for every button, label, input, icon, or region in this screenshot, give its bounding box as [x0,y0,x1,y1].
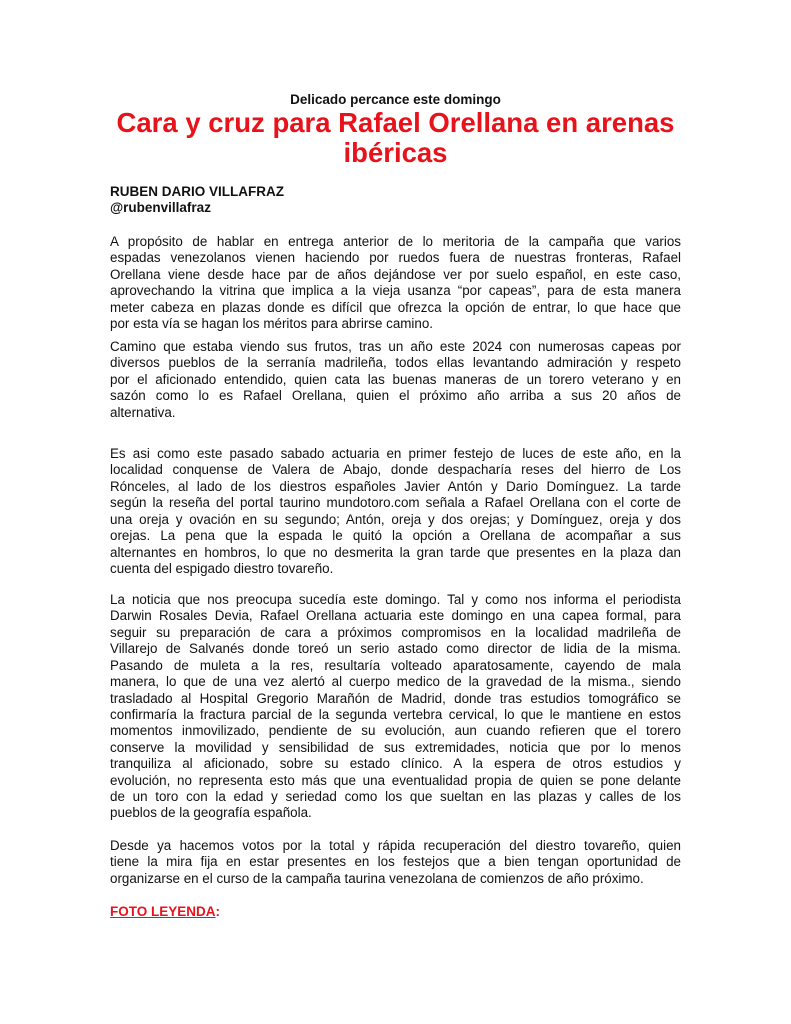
article-title [100,108,691,168]
photo-caption [110,904,681,920]
photo-caption-colon: : [215,904,221,919]
paragraph-line: Orellana viene desde hace par de años dejándose ver por suelo español, en este caso, [110,266,681,282]
paragraph-line: según la reseña del portal taurino mundotoro.com señala a Rafael Orellana con el corte de [110,495,681,511]
paragraph-line: espadas venezolanos vienen haciendo por ruedos fuera de nuestras fronteras, Rafael [110,250,681,266]
photo-caption-label: FOTO LEYENDA [110,904,216,919]
paragraph-line: meter cabeza en plazas donde es difícil que ofrezca la opción de entrar, lo que hace que [110,299,681,315]
paragraph-2 [110,339,681,421]
paragraph-line: momentos inmovilizado, pendiente de su evolución, aun cuando refieren que el torero [110,723,681,739]
paragraph-line: Pasando de muleta a la res, resultaría volteado aparatosamente, cayendo de mala [110,657,681,673]
paragraph-line: A propósito de hablar en entrega anterior de lo meritoria de la campaña que varios [110,234,681,249]
paragraph-line: aprovechando la vitrina que implica a la vieja usanza “por capeas”, para de esta manera [110,283,681,299]
paragraph-line: de un toro con la edad y seriedad como los que sueltan en las plazas y calles de los [110,789,681,805]
paragraph-line: orejas. La pena que la espada le quitó la opción a Orellana de acompañar a sus [110,528,681,544]
paragraph-line: diversos pueblos de la serranía madrileña, todos ellas levantando admiración y respeto [110,355,681,371]
paragraph-line: una oreja y ovación en su segundo; Antón, oreja y dos orejas; y Domínguez, oreja y dos [110,511,681,527]
paragraph-line: por el aficionado entendido, quien cata las buenas maneras de un torero veterano y en [110,371,681,387]
title-line: Cara y cruz para Rafael Orellana en arenas [116,107,675,138]
title-line: ibéricas [343,137,448,168]
paragraph-line: por esta vía se hagan los méritos para abrirse camino. [110,316,434,332]
paragraph-line: localidad conquense de Valera de Abajo, donde despacharía reses del hierro de Los [110,462,681,478]
paragraph-line: cuenta del espigado diestro tovareño. [110,560,334,576]
paragraph-1 [110,234,681,333]
paragraph-line: conserve la movilidad y sensibilidad de sus extremidades, noticia que por lo menos [110,739,681,755]
paragraph-4 [110,592,681,822]
paragraph-line: Rónceles, al lado de los diestros españoles Javier Antón y Dario Domínguez. La tarde [110,478,681,494]
author-handle: @rubenvillafraz [110,200,211,216]
paragraph-line: trasladado al Hospital Gregorio Marañón de Madrid, donde tras estudios tomográfico se [110,690,681,706]
paragraph-line: Villarejo de Salvanés donde toreó un serio astado como director de lidia de la misma. [110,641,681,657]
paragraph-line: evolución, no representa esto más que una eventualidad propia de quien se pone delante [110,772,681,788]
paragraph-line: Darwin Rosales Devia, Rafael Orellana actuaria este domingo en una capea formal, para [110,608,681,624]
paragraph-line: sazón como lo es Rafael Orellana, quien el próximo año arriba a sus 20 años de [110,388,681,404]
paragraph-line: alternativa. [110,404,176,420]
paragraph-line: tiene la mira fija en estar presentes en los festejos que a bien tengan oportunidad de [110,854,681,870]
paragraph-line: Desde ya hacemos votos por la total y rápida recuperación del diestro tovareño, quien [110,838,681,853]
paragraph-line: manera, lo que de una vez alertó al cuerpo medico de la gravedad de la misma., siendo [110,674,681,690]
paragraph-line: alternantes en hombros, lo que no desmerita la gran tarde que presentes en la plaza dan [110,544,681,560]
paragraph-line: pueblos de la geografía española. [110,805,312,821]
article-kicker: Delicado percance este domingo [290,92,501,107]
paragraph-line: organizarse en el curso de la campaña taurina venezolana de comienzos de año próximo. [110,870,644,886]
paragraph-line: Camino que estaba viendo sus frutos, tras un año este 2024 con numerosas capeas por [110,339,681,354]
paragraph-line: tranquiliza al aficionado, sobre su estado clínico. A la espera de otros estudios y [110,756,681,772]
paragraph-line: Es asi como este pasado sabado actuaria en primer festejo de luces de este año, en la [110,446,681,461]
paragraph-line: La noticia que nos preocupa sucedía este domingo. Tal y como nos informa el periodista [110,592,681,607]
paragraph-3 [110,446,681,577]
paragraph-line: confirmaría la fractura parcial de la segunda vertebra cervical, lo que le mantiene en estos [110,706,681,722]
paragraph-line: seguir su preparación de cara a próximos compromisos en la localidad madrileña de [110,624,681,640]
paragraph-5 [110,838,681,887]
author-name: RUBEN DARIO VILLAFRAZ [110,184,284,199]
byline [110,184,681,217]
